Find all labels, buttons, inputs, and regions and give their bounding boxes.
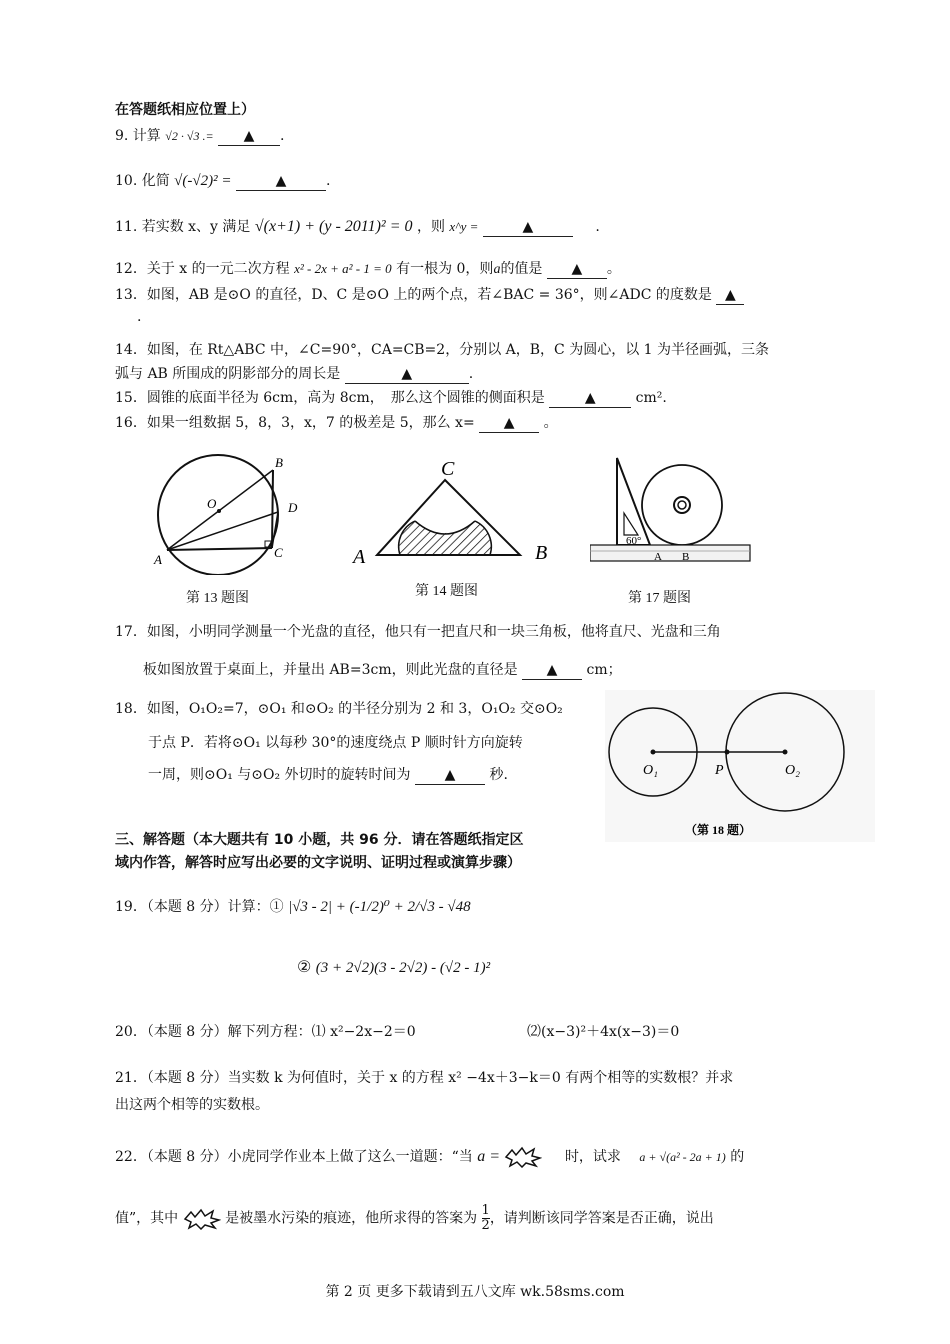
question-21-line2: 出这两个相等的实数根。: [115, 1097, 269, 1113]
fig18-label-p: P: [715, 763, 724, 778]
q19-prefix: 19．（本题 8 分）计算：①: [115, 899, 284, 915]
q22-line2-c: ，请判断该同学答案是否正确，说出: [489, 1210, 714, 1227]
fig17-label-angle: 60°: [626, 535, 642, 547]
q14-end: .: [468, 366, 474, 382]
q20-text2: ⑵(x−3)²＋4x(x−3)＝0: [527, 1024, 680, 1040]
question-12: [115, 260, 621, 279]
q10-prefix: 10. 化简: [115, 173, 170, 189]
figure-14: [345, 455, 560, 570]
q12-text-c: 的值是: [500, 261, 543, 277]
question-21-line1: 21．（本题 8 分）当实数 k 为何值时，关于 x 的方程 x² −4x＋3−k＝0 有两个相等的实数根？并求: [115, 1070, 734, 1086]
fig18-point-o2: [783, 750, 788, 755]
q15-unit: cm².: [635, 390, 667, 406]
q12-var: a: [493, 262, 501, 277]
q16-text: 16．如果一组数据 5，8，3，x，7 的极差是 5，那么 x=: [115, 415, 475, 431]
fig13-chord-ad: [167, 512, 278, 550]
fig14-label-a: A: [353, 546, 366, 568]
q18-line3-text: 一周，则⊙O₁ 与⊙O₂ 外切时的旋转时间为: [148, 767, 411, 783]
q22-answer-num: 1: [481, 1203, 490, 1218]
question-19: [115, 898, 471, 916]
fig13-center-dot: [217, 509, 221, 513]
question-20: [115, 1023, 416, 1041]
fig17-ruler: [590, 545, 750, 561]
question-11: 11. 若实数 x、y 满足 √(x+1) + (y - 2011)² = 0 ，则 x^y = ▲ .: [115, 218, 600, 235]
question-16: [115, 414, 558, 433]
q9-prefix: 9. 计算: [115, 128, 161, 144]
q17-line2-text: 板如图放置于桌面上，并量出 AB=3cm，则此光盘的直径是: [143, 662, 518, 678]
question-19-part2: [297, 958, 490, 977]
fig18-caption: （第 18 题）: [685, 823, 752, 837]
fig17-disc: [642, 465, 722, 545]
q12-text-a: 12．关于 x 的一元二次方程: [115, 261, 290, 277]
question-18-line2: 于点 P．若将⊙O₁ 以每秒 30°的速度绕点 P 顺时针方向旋转: [148, 735, 523, 751]
fig17-caption: 第 17 题图: [628, 591, 691, 606]
fig17-set-square-inner: [624, 513, 638, 535]
fig13-label-a: A: [154, 552, 162, 567]
q13-answer-blank: ▲: [716, 286, 744, 305]
q22-answer-den: 2: [481, 1218, 490, 1233]
q22-text-a: 22．（本题 8 分）小虎同学作业本上做了这么一道题：“当: [115, 1149, 473, 1165]
question-17-line1: 17．如图，小明同学测量一个光盘的直径，他只有一把直尺和一块三角板，他将直尺、光盘和三角: [115, 624, 721, 640]
fig14-label-b: B: [535, 542, 548, 564]
fig13-label-d: D: [288, 500, 298, 515]
fig18-point-p: [725, 750, 730, 755]
q15-text: 15．圆锥的底面半径为 6cm，高为 8cm， 那么这个圆锥的侧面积是: [115, 390, 545, 406]
fig13-circle: [158, 455, 278, 575]
q17-answer-blank: ▲: [522, 661, 582, 680]
fig17-label-a: A: [654, 551, 662, 563]
question-18-line1: 18．如图，O₁O₂=7，⊙O₁ 和⊙O₂ 的半径分别为 2 和 3，O₁O₂ 交⊙O₂: [115, 701, 563, 717]
figure-13: [145, 450, 310, 575]
q20-text: 20．（本题 8 分）解下列方程：⑴ x²−2x−2＝0: [115, 1024, 416, 1040]
fig18-label-o1: O₁: [643, 763, 658, 778]
q10-expr: √(-√2)² =: [174, 173, 232, 189]
q19-expr1: |√3 - 2| + (-1/2)⁰ + 2/√3 - √48: [288, 899, 471, 915]
section-tail: 在答题纸相应位置上）: [115, 102, 255, 118]
q22-expr: a + √(a² - 2a + 1): [639, 1150, 726, 1164]
fig17-label-b: B: [682, 551, 690, 563]
q9-answer-blank: ▲: [218, 127, 280, 146]
q18-unit: 秒.: [489, 767, 508, 783]
question-14-line2: [115, 365, 473, 384]
section-3-line2: 域内作答，解答时应写出必要的文字说明、证明过程或演算步骤）: [115, 855, 521, 871]
q14-line2-text: 弧与 AB 所围成的阴影部分的周长是: [115, 366, 341, 382]
q22-var: a =: [477, 1148, 501, 1165]
q14-answer-blank: ▲: [345, 365, 469, 384]
q16-end: 。: [543, 415, 558, 431]
q10-answer-blank: ▲: [236, 172, 326, 191]
question-15: [115, 389, 667, 408]
question-14-line1: 14．如图，在 Rt△ABC 中，∠C=90°，CA=CB=2，分别以 A，B，C 为圆心，以 1 为半径画弧，三条: [115, 342, 770, 358]
q19-num2: ②: [297, 957, 312, 976]
q12-expr: x² - 2x + a² - 1 = 0: [294, 261, 392, 276]
q11-expr: √(x+1) + (y - 2011)² = 0: [254, 218, 413, 235]
q13-end: .: [137, 309, 142, 325]
q16-answer-blank: ▲: [479, 414, 539, 433]
fig14-label-c: C: [441, 458, 455, 480]
fig13-chord-ac: [167, 548, 272, 550]
fig17-disc-hole-inner: [678, 501, 686, 509]
question-22-line2: [115, 1204, 714, 1233]
section-3-line1: 三、解答题（本大题共有 10 小题，共 96 分．请在答题纸指定区: [115, 832, 524, 848]
fig13-label-o: O: [207, 496, 217, 511]
q11-answer-blank: ▲: [483, 218, 573, 237]
q15-answer-blank: ▲: [549, 389, 631, 408]
figure-18: [605, 690, 875, 842]
q22-text-b: 时，试求: [564, 1149, 621, 1165]
q9-expr: √2 · √3 .=: [165, 129, 214, 143]
fig14-caption: 第 14 题图: [415, 584, 478, 599]
q19-expr2: (3 + 2√2)(3 - 2√2) - (√2 - 1)²: [315, 960, 491, 976]
q22-text-c: 的: [730, 1149, 745, 1165]
fig13-caption: 第 13 题图: [186, 591, 249, 606]
question-17-line2: [143, 661, 622, 680]
q22-line2-a: 值”，其中: [115, 1210, 179, 1227]
question-10: 10. 化简 √(-√2)² = ▲ .: [115, 173, 331, 189]
fig17-disc-hole-outer: [674, 497, 690, 513]
q11-prefix: 11. 若实数 x、y 满足: [115, 219, 251, 235]
ink-blot-icon: [504, 1146, 542, 1168]
q22-answer-fraction: [482, 1204, 490, 1233]
q12-end: 。: [606, 261, 621, 277]
question-13: [115, 286, 744, 305]
page-footer: 第 2 页 更多下载请到五八文库 wk.58sms.com: [325, 1284, 625, 1300]
fig18-label-o2: O₂: [785, 763, 800, 778]
q12-answer-blank: ▲: [547, 260, 607, 279]
q11-mid: ，则: [416, 219, 445, 235]
ink-blot-icon: [183, 1208, 221, 1230]
q17-unit: cm；: [586, 662, 622, 678]
fig14-shaded-region: [399, 521, 491, 555]
question-22-line1: [115, 1146, 744, 1168]
q12-text-b: 有一根为 0，则: [396, 261, 494, 277]
q22-line2-b: 是被墨水污染的痕迹，他所求得的答案为: [225, 1210, 478, 1227]
fig13-chord-bc: [272, 470, 273, 548]
figure-17: [590, 455, 755, 570]
fig13-label-b: B: [275, 455, 283, 470]
fig13-label-c: C: [274, 545, 283, 560]
fig18-point-o1: [651, 750, 656, 755]
fig17-set-square: [617, 458, 650, 545]
q11-target: x^y =: [449, 219, 479, 234]
question-9: 9. 计算 √2 · √3 .= ▲ .: [115, 128, 285, 144]
q13-text: 13．如图，AB 是⊙O 的直径，D、C 是⊙O 上的两个点，若∠BAC = 36°，则∠ADC 的度数是: [115, 287, 712, 303]
question-18-line3: [148, 766, 508, 785]
q18-answer-blank: ▲: [415, 766, 485, 785]
